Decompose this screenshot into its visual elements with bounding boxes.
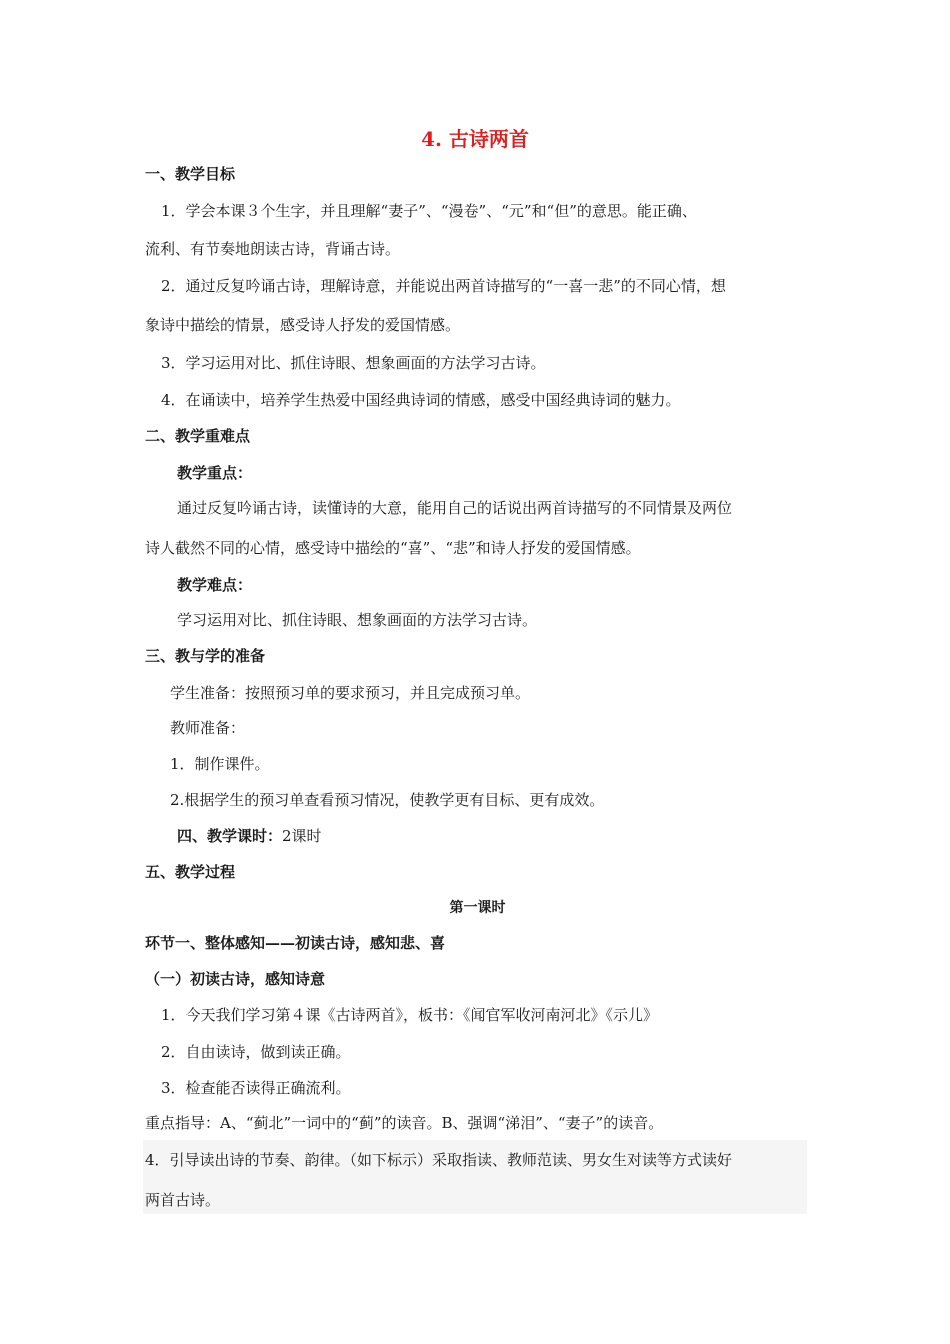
subsection-heading: （一）初读古诗，感知诗意 [145, 970, 326, 988]
goal-1-line-2: 流利、有节奏地朗读古诗，背诵古诗。 [145, 240, 401, 258]
difficulty-text: 学习运用对比、抓住诗眼、想象画面的方法学习古诗。 [177, 611, 538, 629]
student-preparation: 学生准备：按照预习单的要求预习，并且完成预习单。 [170, 684, 531, 702]
goal-2-line-2: 象诗中描绘的情景，感受诗人抒发的爱国情感。 [145, 316, 461, 334]
section-heading-key-points: 二、教学重难点 [145, 427, 251, 445]
section-heading-preparation: 三、教与学的准备 [145, 647, 266, 665]
process-step-4-line-1: 4．引导读出诗的节奏、韵律。（如下标示）采取指读、教师范读、男女生对读等方式读好 [145, 1151, 733, 1169]
lesson-hours [145, 826, 842, 846]
key-point-line-2: 诗人截然不同的心情，感受诗中描绘的“喜”、“悲”和诗人抒发的爱国情感。 [145, 539, 641, 557]
section-heading-goals: 一、教学目标 [145, 165, 236, 183]
lesson-hours-value: 2课时 [282, 827, 322, 845]
lesson-hours-label: 四、教学课时： [177, 827, 283, 845]
teacher-preparation-2: 2.根据学生的预习单查看预习情况，使教学更有目标、更有成效。 [170, 791, 605, 809]
teacher-preparation-1: 1．制作课件。 [170, 755, 270, 773]
goal-3: 3．学习运用对比、抓住诗眼、想象画面的方法学习古诗。 [161, 354, 546, 372]
process-step-4-line-2: 两首古诗。 [145, 1191, 221, 1209]
goal-1-line-1: 1．学会本课３个生字，并且理解“妻子”、“漫卷”、“元”和“但”的意思。能正确、 [161, 202, 697, 220]
process-step-2: 2．自由读诗，做到读正确。 [161, 1043, 351, 1061]
section-heading-process: 五、教学过程 [145, 863, 236, 881]
goal-4: 4．在诵读中，培养学生热爱中国经典诗词的情感，感受中国经典诗词的魅力。 [161, 391, 681, 409]
process-step-3: 3．检查能否读得正确流利。 [161, 1079, 351, 1097]
lesson-one-heading: 第一课时 [449, 900, 506, 916]
key-point-line-1: 通过反复吟诵古诗，读懂诗的大意，能用自己的话说出两首诗描写的不同情景及两位 [177, 499, 733, 517]
process-step-1: 1．今天我们学习第４课《古诗两首》，板书：《闻官军收河南河北》《示儿》 [161, 1006, 659, 1024]
document-title: 4. 古诗两首 [421, 127, 529, 151]
stage-one-heading: 环节一、整体感知——初读古诗，感知悲、喜 [145, 934, 446, 952]
key-guidance: 重点指导：A、“蓟北”一词中的“蓟”的读音。B、强调“涕泪”、“妻子”的读音。 [145, 1114, 664, 1132]
goal-2-line-1: 2．通过反复吟诵古诗，理解诗意，并能说出两首诗描写的“一喜一悲”的不同心情，想 [161, 277, 726, 295]
teacher-preparation-label: 教师准备： [170, 719, 246, 737]
key-point-label: 教学重点： [177, 464, 253, 482]
difficulty-label: 教学难点： [177, 576, 253, 594]
